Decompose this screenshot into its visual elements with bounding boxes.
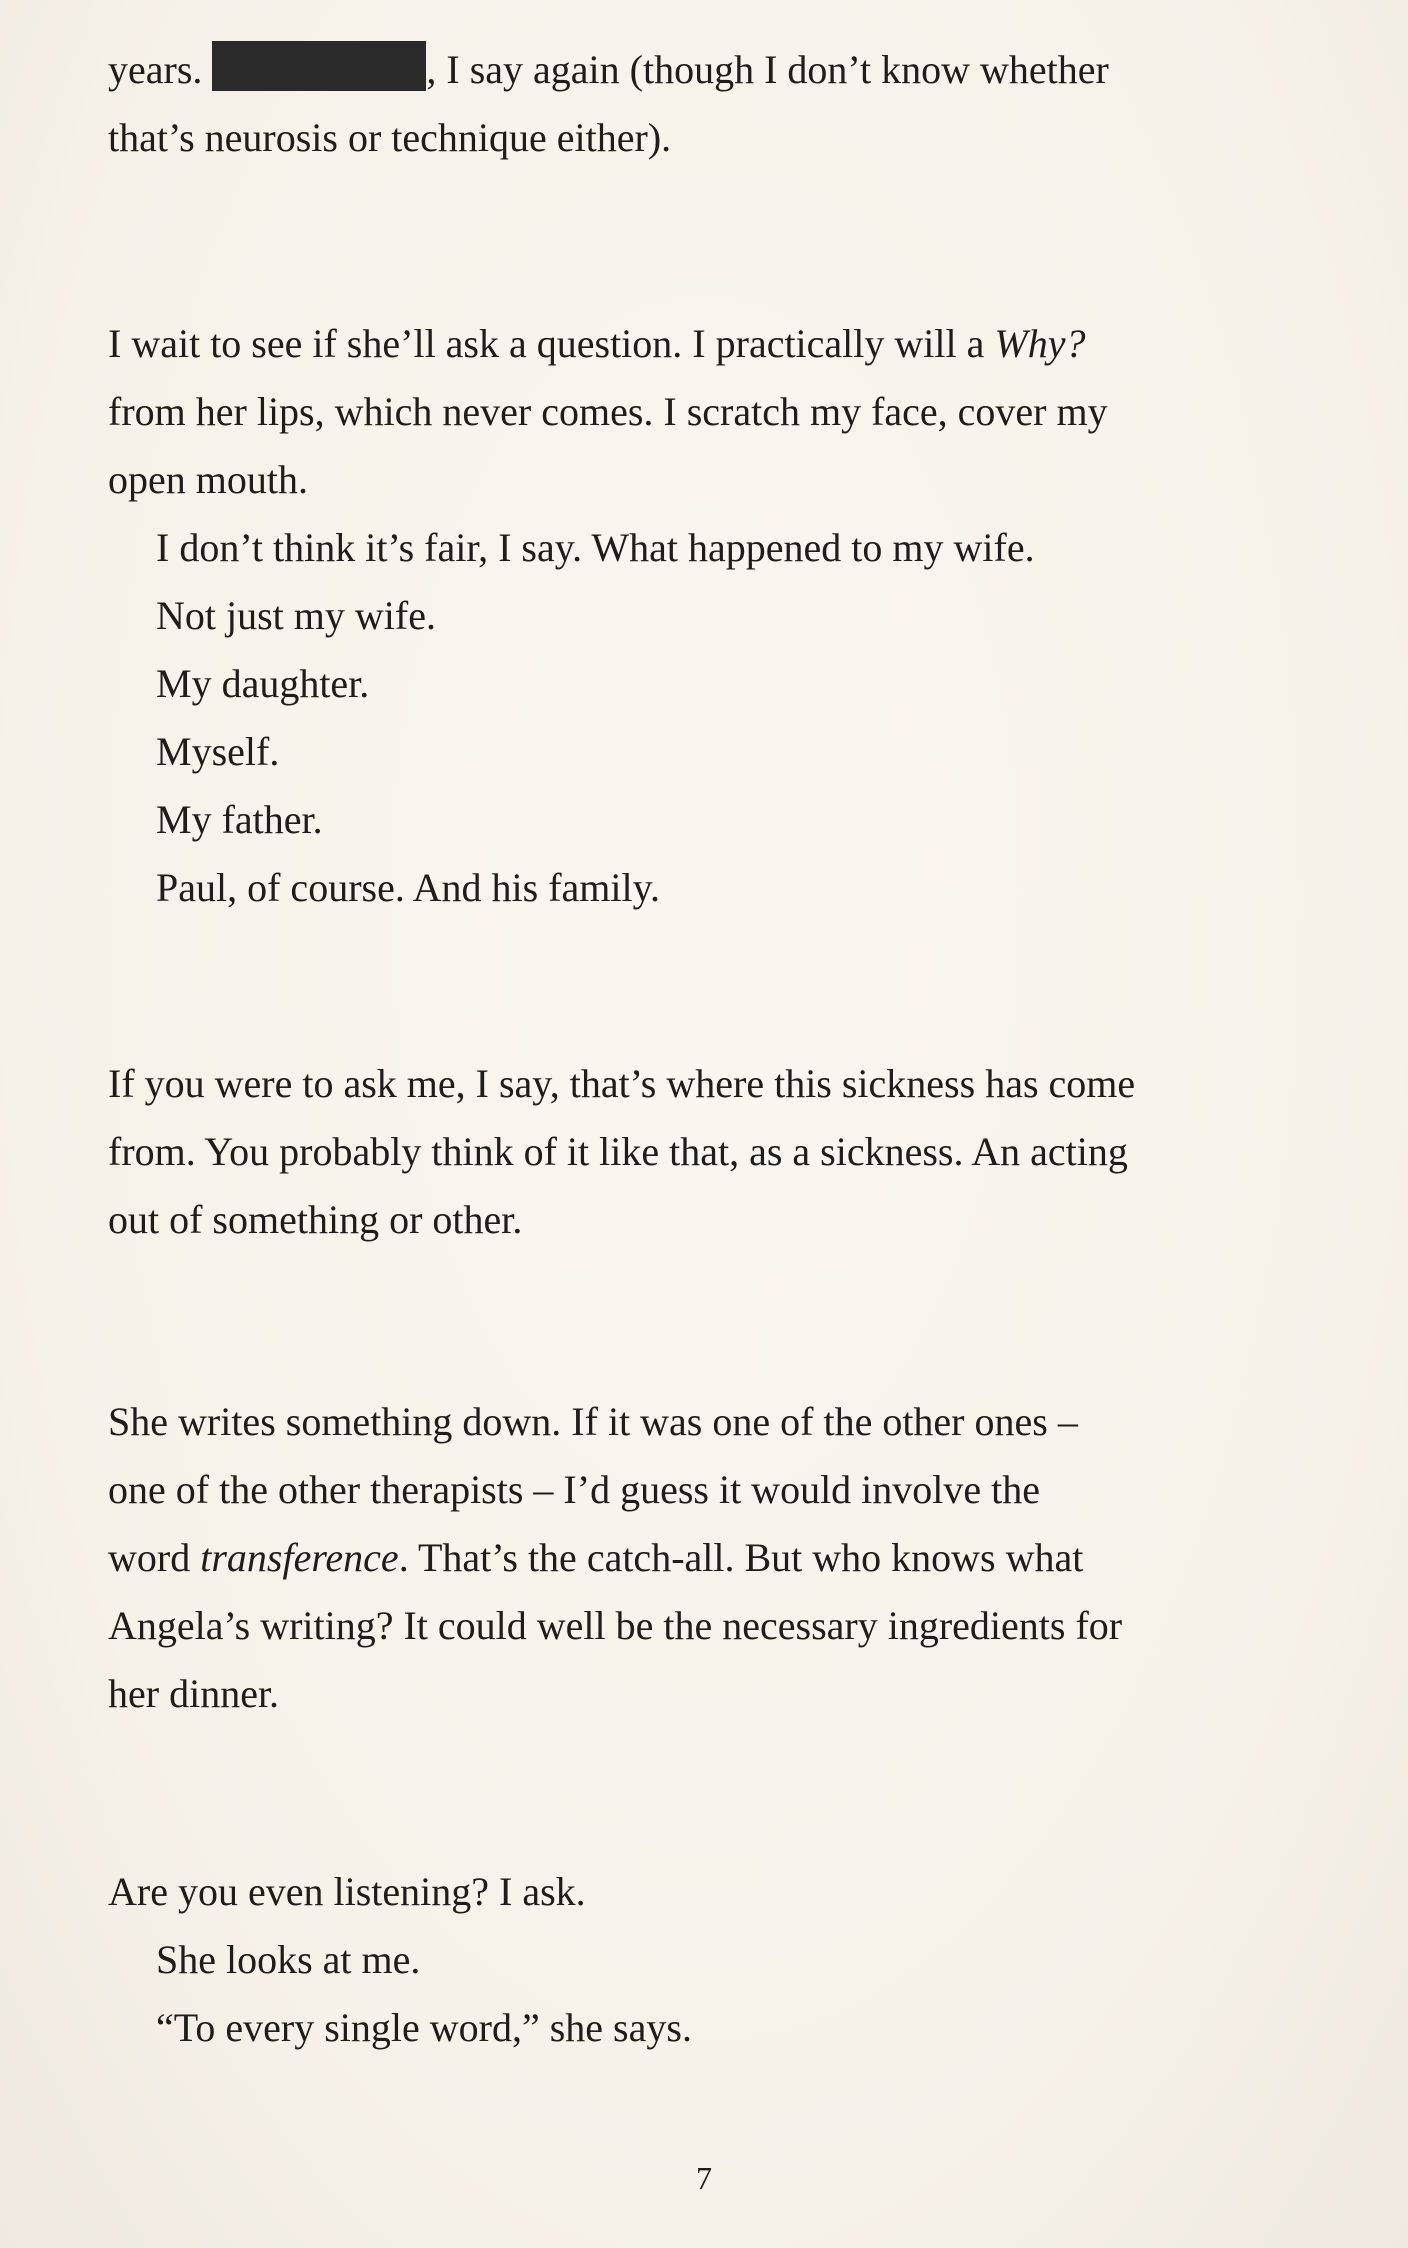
text-line: from her lips, which never comes. I scratch my face, cover my — [108, 389, 1108, 434]
text-line: one of the other therapists – I’d guess it would involve the — [108, 1467, 1041, 1512]
text-line: “To every single word,” she says. — [156, 2005, 692, 2050]
redaction-block — [212, 41, 426, 91]
text-line: If you were to ask me, I say, that’s where this sickness has come — [108, 1061, 1136, 1106]
paragraph-4 — [108, 1388, 1308, 1728]
text-line: open mouth. — [108, 457, 308, 502]
text-line: Myself. — [156, 729, 280, 774]
text-line: She writes something down. If it was one of the other ones – — [108, 1399, 1078, 1444]
paragraph-5 — [108, 1858, 1308, 2062]
page-number: 7 — [696, 2160, 712, 2196]
text-line: My father. — [156, 797, 323, 842]
text-line: My daughter. — [156, 661, 370, 706]
text-line: word transference. That’s the catch-all. But who knows what — [108, 1535, 1084, 1580]
text-line: I don’t think it’s fair, I say. What happened to my wife. — [156, 525, 1035, 570]
text-line: She looks at me. — [156, 1937, 421, 1982]
text-line: Not just my wife. — [156, 593, 436, 638]
text-line: years. , I say again (though I don’t know whether — [108, 36, 1308, 104]
paragraph-1 — [108, 36, 1308, 172]
text-line: that’s neurosis or technique either). — [108, 115, 672, 160]
paragraph-3 — [108, 1050, 1308, 1254]
text-line: Are you even listening? I ask. — [108, 1869, 586, 1914]
text-line: Angela’s writing? It could well be the necessary ingredients for — [108, 1603, 1123, 1648]
text-line: I wait to see if she’ll ask a question. I practically will a Why? — [108, 321, 1086, 366]
text-line: her dinner. — [108, 1671, 280, 1716]
paragraph-2 — [108, 310, 1308, 922]
text-line: from. You probably think of it like that, as a sickness. An acting — [108, 1129, 1128, 1174]
text-line: Paul, of course. And his family. — [156, 865, 661, 910]
text-line: out of something or other. — [108, 1197, 523, 1242]
